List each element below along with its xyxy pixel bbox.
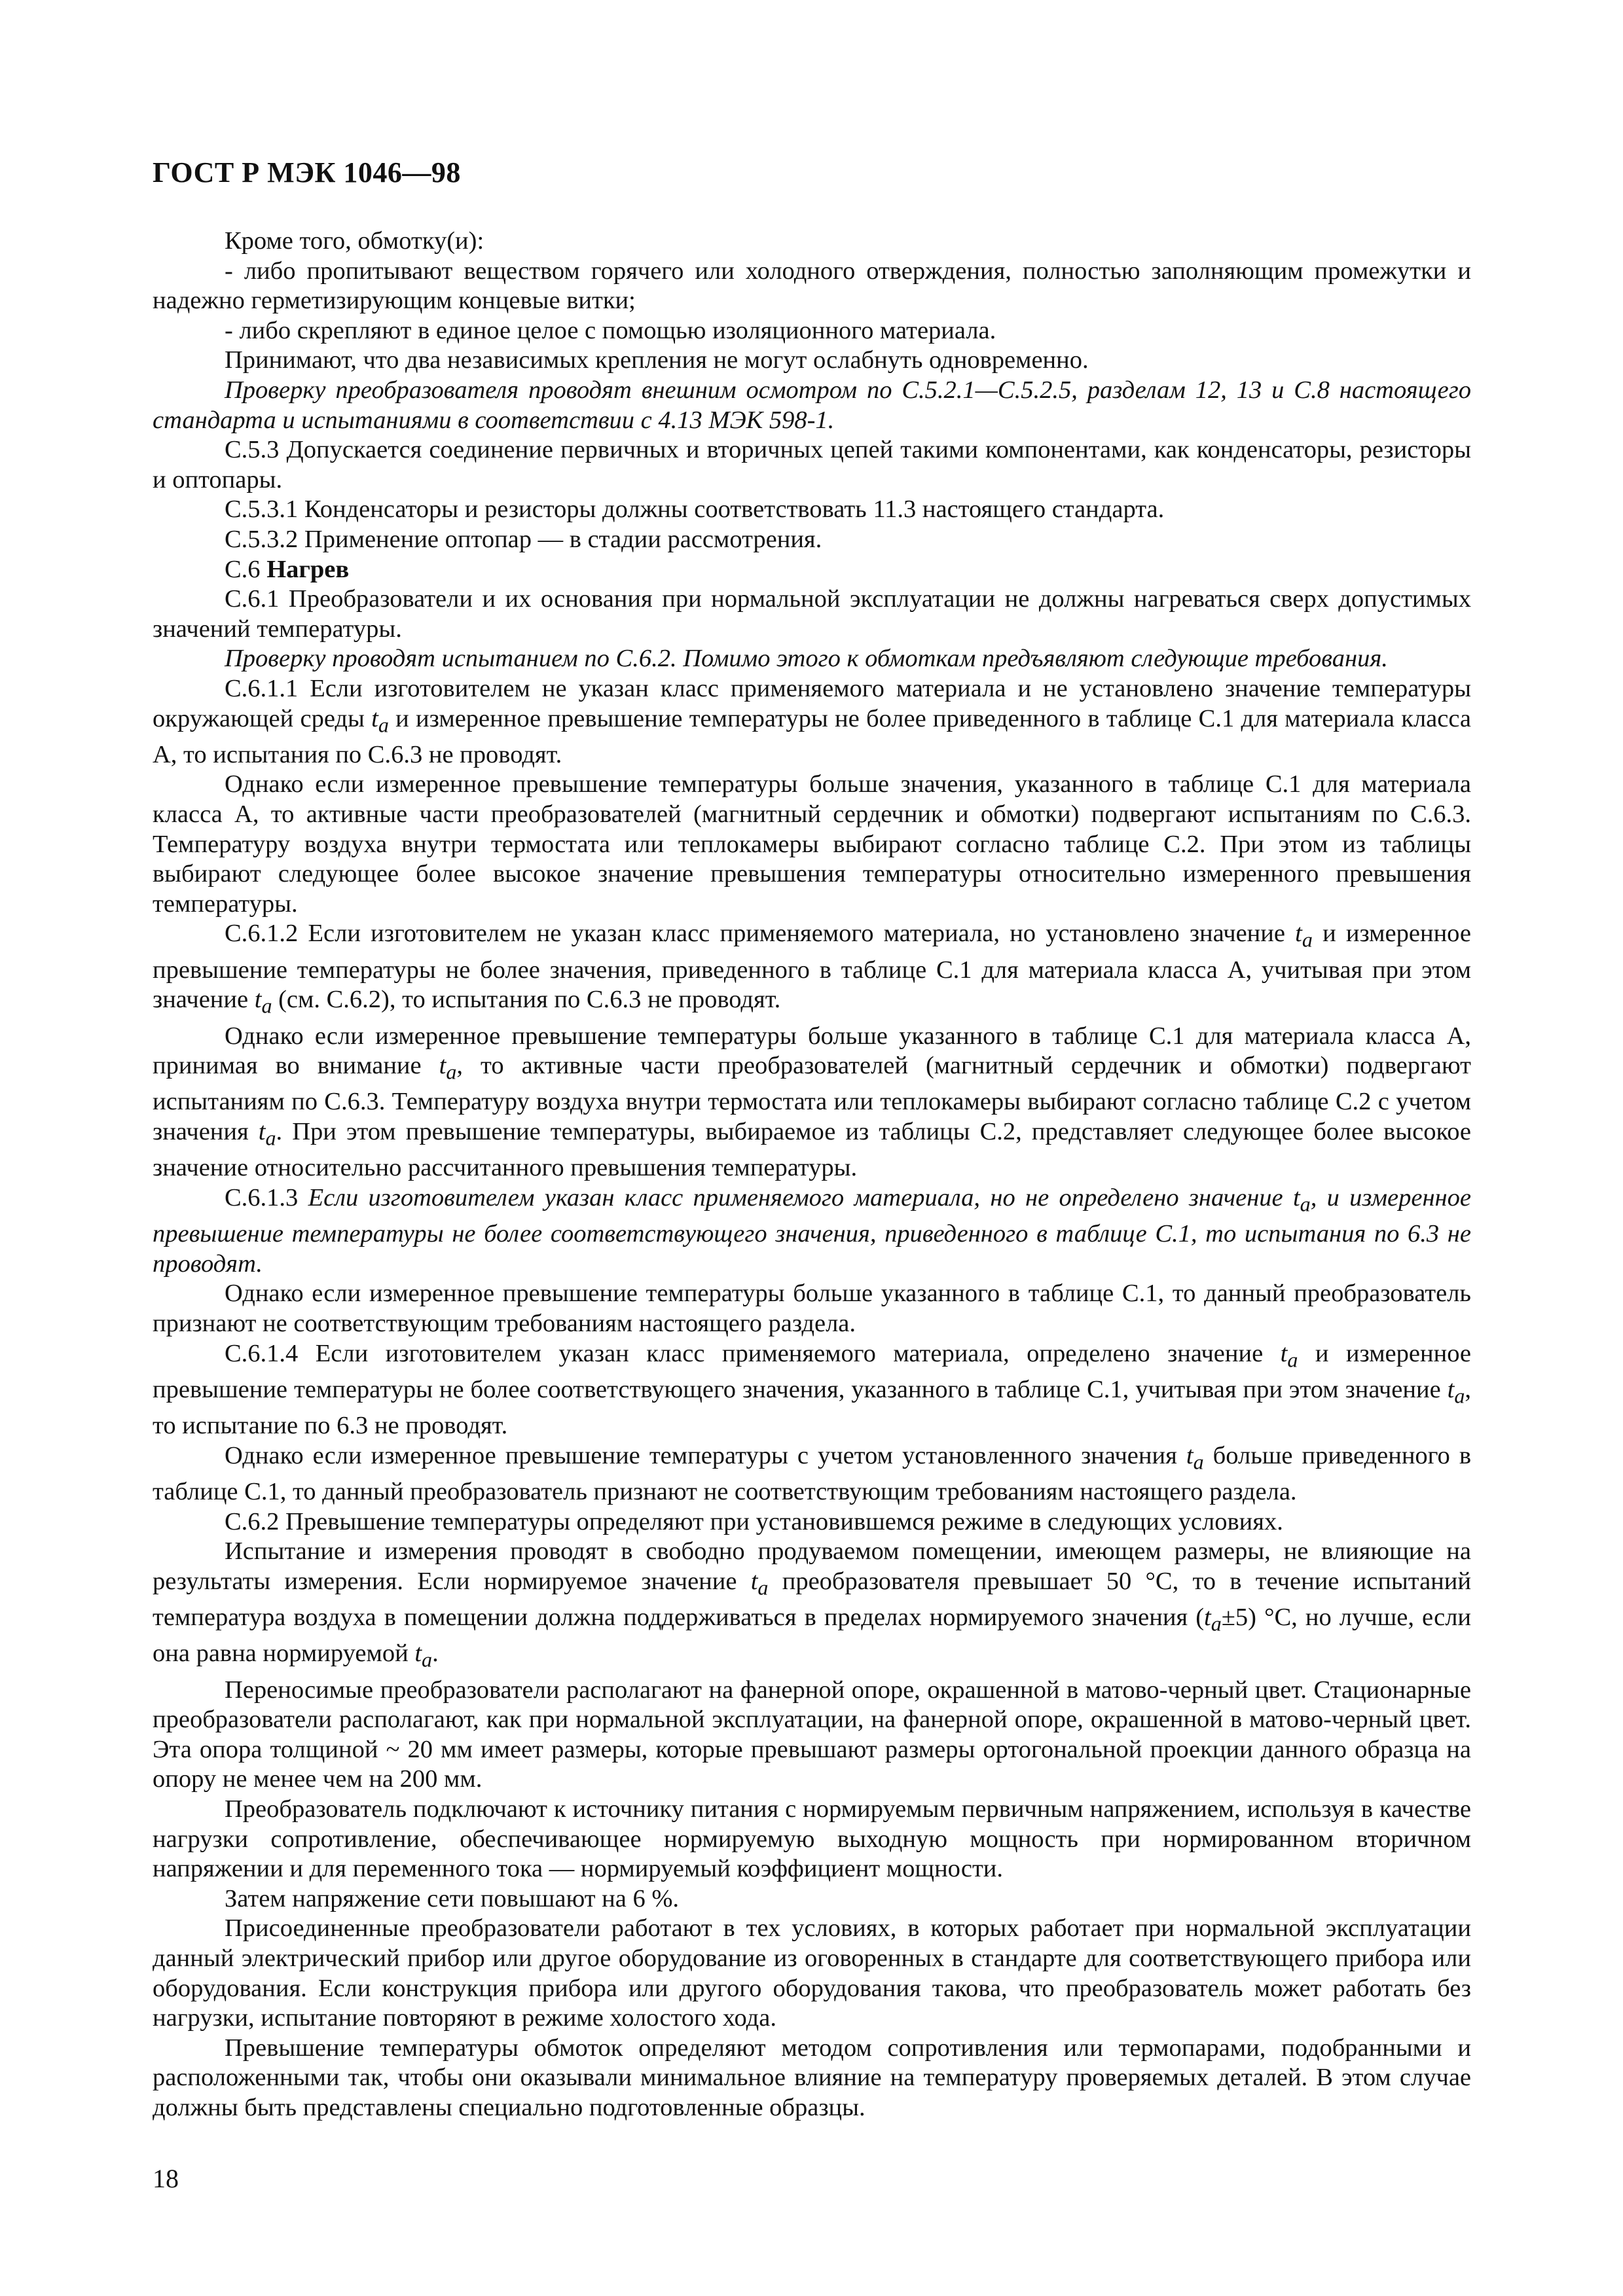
text-run: и измеренное превышение температуры не более соответствующего значения, указанного в таблице С.1, учитывая при этом значение xyxy=(153,1339,1471,1403)
paragraph-italic: Проверку проводят испытанием по С.6.2. Помимо этого к обмоткам предъявляют следующие требования. xyxy=(225,645,1388,673)
text-run: , то испытание по 6.3 не проводят. xyxy=(153,1375,1471,1440)
section-title: Нагрев xyxy=(266,555,350,583)
text-run: . xyxy=(432,1640,439,1668)
paragraph: Присоединенные преобразователи работают в тех условиях, в которых работает при нормальной эксплуатации данный электрический прибор или другое оборудование из оговоренных в стандарте для соответствующего прибора или оборудования. Если конструкция прибора или другого оборудования такова, что преобразователь может работать без нагрузки, испытание повторяют в режиме холостого хода. xyxy=(153,1914,1471,2032)
section-number: С.6 xyxy=(225,555,267,583)
symbol-ta: $t_a$ xyxy=(1204,1604,1222,1636)
paragraph: Переносимые преобразователи располагают на фанерной опоре, окрашенной в матово-черный цвет. Стационарные преобразователи располагают, как при нормальной эксплуатации, на фанерной опоре, окрашенной в матово-черный цвет. Эта опора толщиной ~ 20 мм имеет размеры, которые превышают размеры ортогональной проекции данного образца на опору не менее чем на 200 мм. xyxy=(153,1676,1471,1793)
clause-number: С.6.1.3 xyxy=(225,1183,308,1211)
paragraph xyxy=(153,1537,1471,1675)
paragraph xyxy=(153,1022,1471,1183)
symbol-ta: $t_a$ xyxy=(371,704,389,737)
text-run: С.6.1.4 Если изготовителем указан класс применяемого материала, определено значение xyxy=(225,1339,1281,1367)
text-run: и измеренное превышение температуры не более приведенного в таблице С.1 для материала класса А, то испытания по С.6.3 не проводят. xyxy=(153,704,1471,768)
paragraph xyxy=(153,1441,1471,1507)
paragraph: Превышение температуры обмоток определяют методом сопротивления или термопарами, подобранными и расположенными так, чтобы они оказывали минимальное влияние на температуру проверяемых деталей. В этом случае должны быть представлены специально подготовленные образцы. xyxy=(153,2034,1471,2121)
text-run: Если изготовителем указан класс применяемого материала, но не определено значение xyxy=(308,1183,1293,1211)
text-run: преобразователя превышает 50 °С, то в течение испытаний температура воздуха в помещении должна поддерживаться в пределах нормируемого значения ( xyxy=(153,1567,1471,1631)
paragraph xyxy=(153,919,1471,1021)
text-run: Однако если измеренное превышение температуры с учетом установленного значения xyxy=(225,1441,1186,1469)
symbol-ta: $t_a$ xyxy=(439,1052,457,1084)
symbol-ta: $t_a$ xyxy=(1447,1375,1465,1408)
paragraph: С.6.1 Преобразователи и их основания при нормальной эксплуатации не должны нагреваться сверх допустимых значений температуры. xyxy=(153,585,1471,643)
paragraph: Однако если измеренное превышение температуры больше указанного в таблице С.1, то данный преобразователь признают не соответствующим требованиям настоящего раздела. xyxy=(153,1280,1471,1337)
text-run: Испытание и измерения проводят в свободно продуваемом помещении, имеющем размеры, не влияющие на результаты измерения. Если нормируемое значение xyxy=(153,1537,1471,1595)
text-run: . При этом превышение температуры, выбираемое из таблицы С.2, представляет следующее более высокое значение относительно рассчитанного превышения температуры. xyxy=(153,1117,1471,1182)
paragraph xyxy=(153,674,1471,770)
text-run: ±5) °С, но лучше, если она равна нормируемой xyxy=(153,1604,1472,1668)
text-run: С.6.1.2 Если изготовителем не указан класс применяемого материала, но установлено значение xyxy=(225,920,1296,948)
paragraph: - либо пропитывают веществом горячего или холодного отверждения, полностью заполняющим промежутки и надежно герметизирующим концевые витки; xyxy=(153,257,1471,315)
text-run: больше приведенного в таблице С.1, то данный преобразователь признают не соответствующим требованиям настоящего раздела. xyxy=(153,1441,1471,1505)
paragraph: - либо скрепляют в единое целое с помощью изоляционного материала. xyxy=(225,316,996,344)
symbol-ta: $t_a$ xyxy=(1186,1441,1204,1474)
paragraph-italic xyxy=(153,1183,1471,1279)
document-body xyxy=(153,226,1471,2123)
symbol-ta: $t_a$ xyxy=(254,986,272,1018)
paragraph: С.5.3.1 Конденсаторы и резисторы должны соответствовать 11.3 настоящего стандарта. xyxy=(225,495,1165,524)
text-run: С.6.1.1 Если изготовителем не указан класс применяемого материала и не установлено значение температуры окружающей среды xyxy=(153,674,1471,732)
symbol-ta: $t_a$ xyxy=(1292,1183,1311,1216)
symbol-ta: $t_a$ xyxy=(1295,920,1313,952)
symbol-ta: $t_a$ xyxy=(750,1567,769,1600)
page-number: 18 xyxy=(153,2164,179,2193)
paragraph: С.6.2 Превышение температуры определяют при установившемся режиме в следующих условиях. xyxy=(225,1507,1283,1535)
text-run: , и измеренное превышение температуры не более соответствующего значения, приведенного в таблице С.1, то испытания по 6.3 не проводят. xyxy=(153,1183,1471,1278)
paragraph: Принимают, что два независимых крепления не могут ослабнуть одновременно. xyxy=(225,346,1089,374)
paragraph: С.5.3.2 Применение оптопар — в стадии рассмотрения. xyxy=(225,525,822,553)
symbol-ta: $t_a$ xyxy=(1280,1339,1298,1372)
symbol-ta: $t_a$ xyxy=(414,1640,433,1672)
symbol-ta: $t_a$ xyxy=(258,1117,276,1150)
text-run: (см. С.6.2), то испытания по С.6.3 не проводят. xyxy=(272,986,781,1014)
paragraph: Затем напряжение сети повышают на 6 %. xyxy=(225,1884,680,1912)
paragraph-italic: Проверку преобразователя проводят внешним осмотром по С.5.2.1—С.5.2.5, разделам 12, 13 и С.8 настоящего стандарта и испытаниями в соответствии с 4.13 МЭК 598-1. xyxy=(153,376,1471,434)
section-heading xyxy=(153,555,1471,585)
text-run: Однако если измеренное превышение температуры больше указанного в таблице С.1 для материала класса А, принимая во внимание xyxy=(153,1022,1471,1080)
text-run: и измеренное превышение температуры не более значения, приведенного в таблице С.1 для материала класса А, учитывая при этом значение xyxy=(153,920,1471,1014)
paragraph: Однако если измеренное превышение температуры больше значения, указанного в таблице С.1 для материала класса А, то активные части преобразователей (магнитный сердечник и обмотки) подвергают испытаниям по С.6.3. Температуру воздуха внутри термостата или теплокамеры выбирают согласно таблице С.2. При этом из таблицы выбирают следующее более высокое значение превышения температуры относительно измеренного превышения температуры. xyxy=(153,770,1471,918)
text-run: , то активные части преобразователей (магнитный сердечник и обмотки) подвергают испытаниям по С.6.3. Температуру воздуха внутри термостата или теплокамеры выбирают согласно таблице С.2 с учетом значения xyxy=(153,1052,1471,1145)
paragraph: Кроме того, обмотку(и): xyxy=(225,227,484,255)
document-header: ГОСТ Р МЭК 1046—98 xyxy=(153,156,461,188)
paragraph: С.5.3 Допускается соединение первичных и вторичных цепей такими компонентами, как конденсаторы, резисторы и оптопары. xyxy=(153,436,1471,493)
paragraph xyxy=(153,1339,1471,1441)
paragraph: Преобразователь подключают к источнику питания с нормируемым первичным напряжением, используя в качестве нагрузки сопротивление, обеспечивающее нормируемую выходную мощность при нормированном вторичном напряжении и для переменного тока — нормируемый коэффициент мощности. xyxy=(153,1795,1471,1883)
